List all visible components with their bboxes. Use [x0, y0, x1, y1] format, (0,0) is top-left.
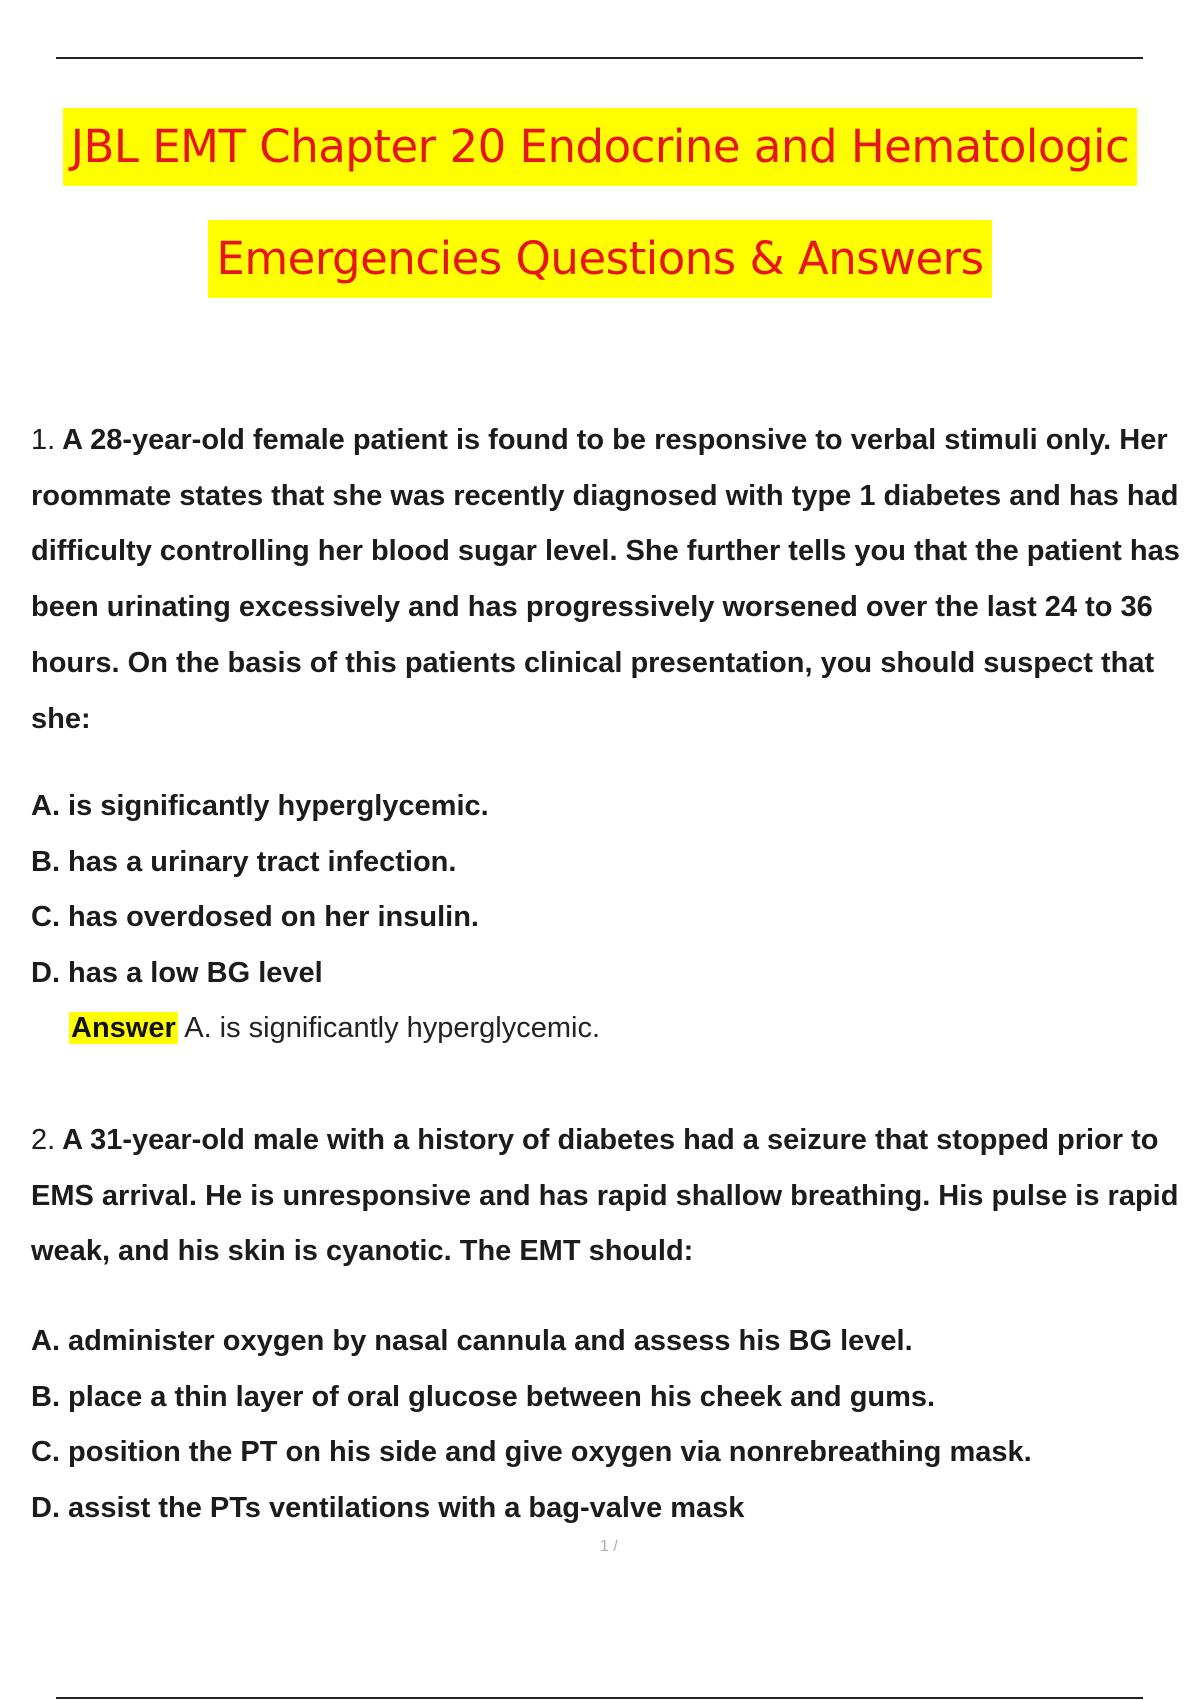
option-b: B. has a urinary tract infection.	[31, 845, 457, 878]
title-line-2: Emergencies Questions & Answers	[208, 220, 991, 298]
question-number: 2.	[31, 1124, 56, 1156]
question-text: A 28-year-old female patient is found to be responsive to verbal stimuli only. Her roommate states that she was recently diagnosed with type 1 diabetes and has had difficulty controlling her blood sugar level. She further tells you that the patient has been urinating excessively and has progressively worsened over the last 24 to 36 hours. On the basis of this patients clinical presentation, you should suspect that she:	[31, 424, 1180, 735]
question-2-options	[31, 1314, 1191, 1537]
answer-label: Answer	[71, 1012, 176, 1044]
question-1-answer	[69, 1004, 600, 1052]
option-c: C. has overdosed on her insulin.	[31, 901, 479, 934]
question-2	[31, 1113, 1196, 1280]
title-line-1: JBL EMT Chapter 20 Endocrine and Hematologic	[63, 108, 1138, 186]
question-1-options	[31, 779, 1191, 1002]
question-number: 1.	[31, 424, 56, 456]
document-title	[0, 108, 1200, 298]
option-a: A. administer oxygen by nasal cannula and assess his BG level.	[31, 1325, 913, 1357]
question-text: A 31-year-old male with a history of diabetes had a seizure that stopped prior to EMS arrival. He is unresponsive and has rapid shallow breathing. His pulse is rapid weak, and his skin is cyanotic. The EMT should:	[31, 1124, 1179, 1268]
option-d: D. assist the PTs ventilations with a bag-valve mask	[31, 1492, 745, 1525]
option-a: A. is significantly hyperglycemic.	[31, 790, 489, 822]
option-b: B. place a thin layer of oral glucose between his cheek and gums.	[31, 1380, 936, 1413]
top-rule	[56, 57, 1143, 59]
option-c: C. position the PT on his side and give oxygen via nonrebreathing mask.	[31, 1436, 1032, 1469]
bottom-rule	[56, 1697, 1143, 1699]
question-1	[31, 413, 1196, 747]
option-d: D. has a low BG level	[31, 957, 323, 990]
page-marker: 1 /	[600, 1538, 618, 1555]
answer-text: A. is significantly hyperglycemic.	[177, 1012, 601, 1044]
